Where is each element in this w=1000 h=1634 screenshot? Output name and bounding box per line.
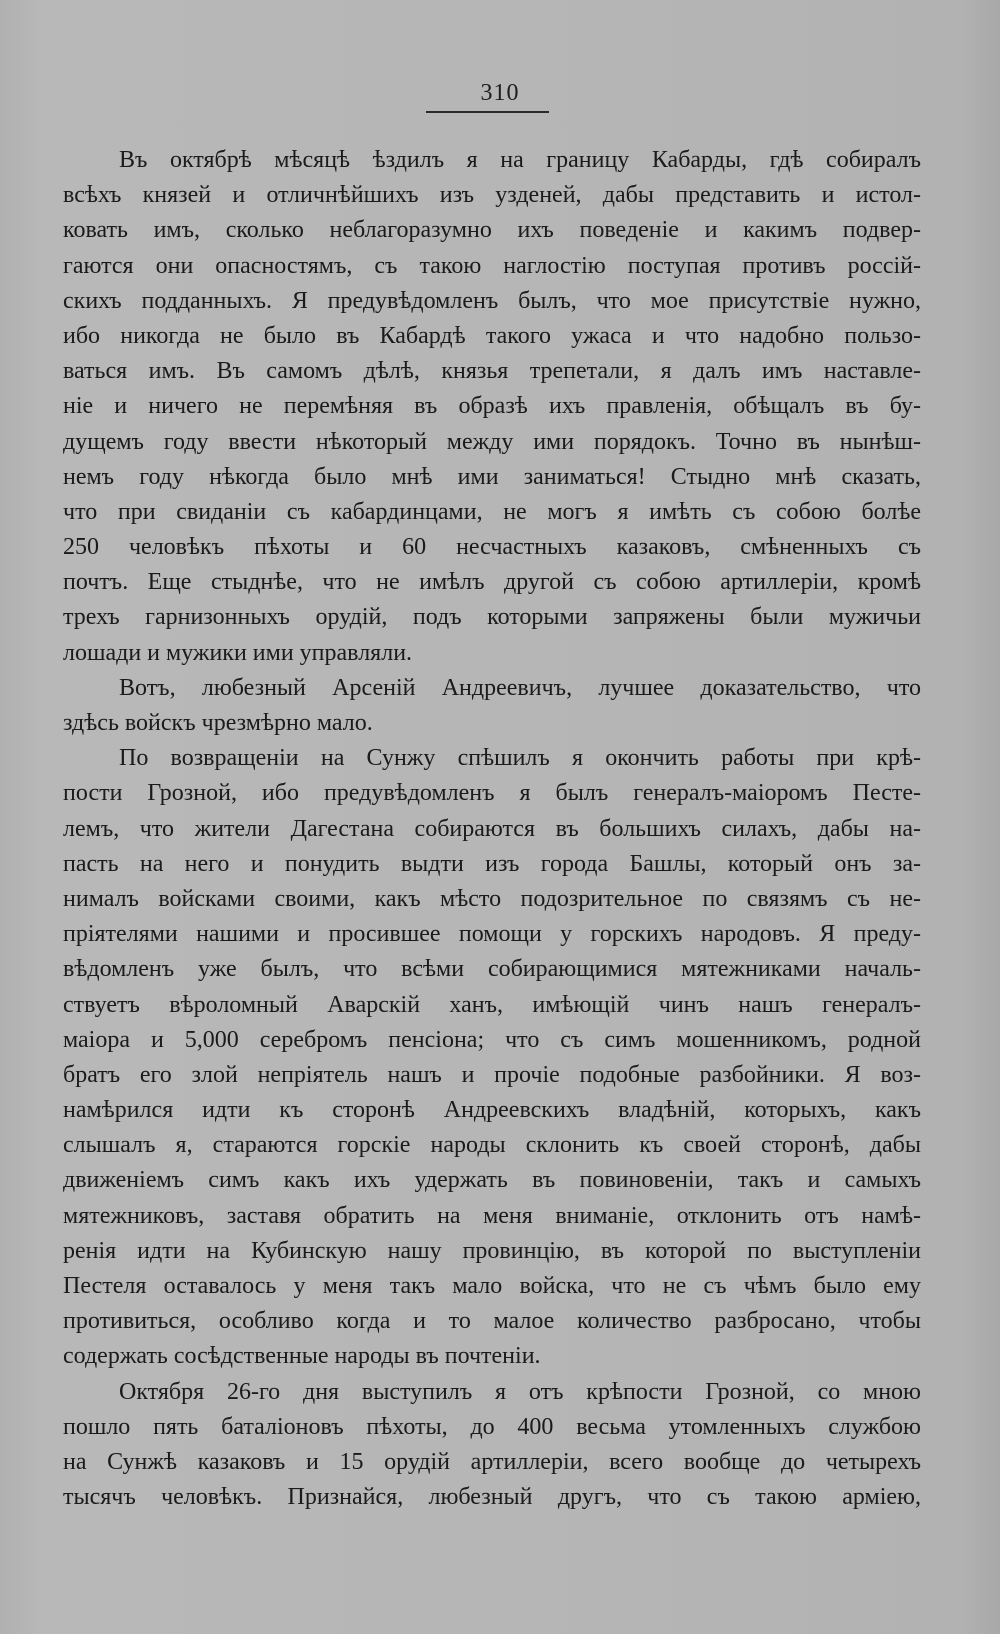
text-line: слышалъ я, стараются горскіе народы склонить къ своей сторонѣ, дабы	[63, 1132, 921, 1159]
text-line: маіора и 5,000 серебромъ пенсіона; что съ симъ мошенникомъ, родной	[63, 1026, 921, 1053]
paragraph-2	[63, 671, 921, 741]
text-line: пости Грозной, ибо предувѣдомленъ я былъ генералъ-маіоромъ Песте-	[63, 780, 921, 807]
text-line: ствуетъ вѣроломный Аварскій ханъ, имѣющій чинъ нашъ генералъ-	[63, 991, 921, 1018]
text-line: ренія идти на Кубинскую нашу провинцію, въ которой по выступленіи	[63, 1237, 921, 1264]
text-line: братъ его злой непріятель нашъ и прочіе подобные разбойники. Я воз-	[63, 1061, 921, 1088]
text-line: Октября 26-го дня выступилъ я отъ крѣпости Грозной, со мною	[119, 1378, 921, 1405]
text-line: намѣрился идти къ сторонѣ Андреевскихъ владѣній, которыхъ, какъ	[63, 1097, 921, 1124]
page-number-rule	[426, 111, 549, 113]
text-line: По возвращеніи на Сунжу спѣшилъ я окончить работы при крѣ-	[119, 745, 921, 772]
text-line: движеніемъ симъ какъ ихъ удержать въ повиновеніи, такъ и самыхъ	[63, 1167, 921, 1194]
text-line: что при свиданіи съ кабардинцами, не могъ я имѣть съ собою болѣе	[63, 498, 921, 525]
text-line: лемъ, что жители Дагестана собираются въ большихъ силахъ, дабы на-	[63, 815, 921, 842]
page-number: 310	[480, 80, 520, 106]
text-line: Въ октябрѣ мѣсяцѣ ѣздилъ я на границу Кабарды, гдѣ собиралъ	[119, 147, 921, 173]
text-line: ніе и ничего не перемѣняя въ образѣ ихъ правленія, обѣщалъ въ бу-	[63, 393, 921, 420]
text-line: пошло пять баталіоновъ пѣхоты, до 400 весьма утомленныхъ службою	[63, 1413, 921, 1440]
text-line: нималъ войсками своими, какъ мѣсто подозрительное по связямъ съ не-	[63, 885, 921, 912]
body-text	[63, 143, 921, 1515]
text-line: ибо никогда не было въ Кабардѣ такого ужаса и что надобно пользо-	[63, 322, 921, 349]
text-line: Пестеля оставалось у меня такъ мало войска, что не съ чѣмъ было ему	[63, 1273, 921, 1299]
text-line: немъ году нѣкогда было мнѣ ими заниматься! Стыдно мнѣ сказать,	[63, 463, 921, 490]
text-line: Вотъ, любезный Арсеній Андреевичъ, лучшее доказательство, что	[119, 674, 921, 701]
text-line: здѣсь войскъ чрезмѣрно мало.	[63, 710, 373, 736]
paragraph-4	[63, 1375, 921, 1516]
paragraph-1	[63, 143, 921, 671]
text-line: трехъ гарнизонныхъ орудій, подъ которыми запряжены были мужичьи	[63, 604, 921, 631]
text-line: противиться, особливо когда и то малое количество разбросано, чтобы	[63, 1308, 921, 1335]
text-line: вѣдомленъ уже былъ, что всѣми собирающимися мятежниками началь-	[63, 956, 921, 983]
text-line: почтъ. Еще стыднѣе, что не имѣлъ другой съ собою артиллеріи, кромѣ	[63, 569, 921, 596]
paragraph-3	[63, 741, 921, 1374]
text-line: 250 человѣкъ пѣхоты и 60 несчастныхъ казаковъ, смѣненныхъ съ	[63, 534, 921, 561]
text-line: всѣхъ князей и отличнѣйшихъ изъ узденей, дабы представить и истол-	[63, 182, 921, 209]
text-line: пріятелями нашими и просившее помощи у горскихъ народовъ. Я преду-	[63, 921, 921, 948]
text-line: гаются они опасностямъ, съ такою наглостію поступая противъ россій-	[63, 252, 921, 279]
text-line: на Сунжѣ казаковъ и 15 орудій артиллеріи, всего вообще до четырехъ	[63, 1448, 921, 1475]
text-line: скихъ подданныхъ. Я предувѣдомленъ былъ, что мое присутствіе нужно,	[63, 287, 921, 314]
text-line: ковать имъ, сколько неблагоразумно ихъ поведеніе и какимъ подвер-	[63, 217, 921, 244]
text-line: ваться имъ. Въ самомъ дѣлѣ, князья трепетали, я далъ имъ наставле-	[63, 358, 921, 385]
text-line: дущемъ году ввести нѣкоторый между ими порядокъ. Точно въ нынѣш-	[63, 428, 921, 455]
text-line: мятежниковъ, заставя обратить на меня вниманіе, отклонить отъ намѣ-	[63, 1202, 921, 1229]
text-line: лошади и мужики ими управляли.	[63, 639, 413, 666]
text-line: содержать сосѣдственные народы въ почтеніи.	[63, 1343, 541, 1370]
text-line: пасть на него и понудить выдти изъ города Башлы, который онъ за-	[63, 850, 921, 877]
text-line: тысячъ человѣкъ. Признайся, любезный другъ, что съ такою арміею,	[63, 1484, 921, 1511]
